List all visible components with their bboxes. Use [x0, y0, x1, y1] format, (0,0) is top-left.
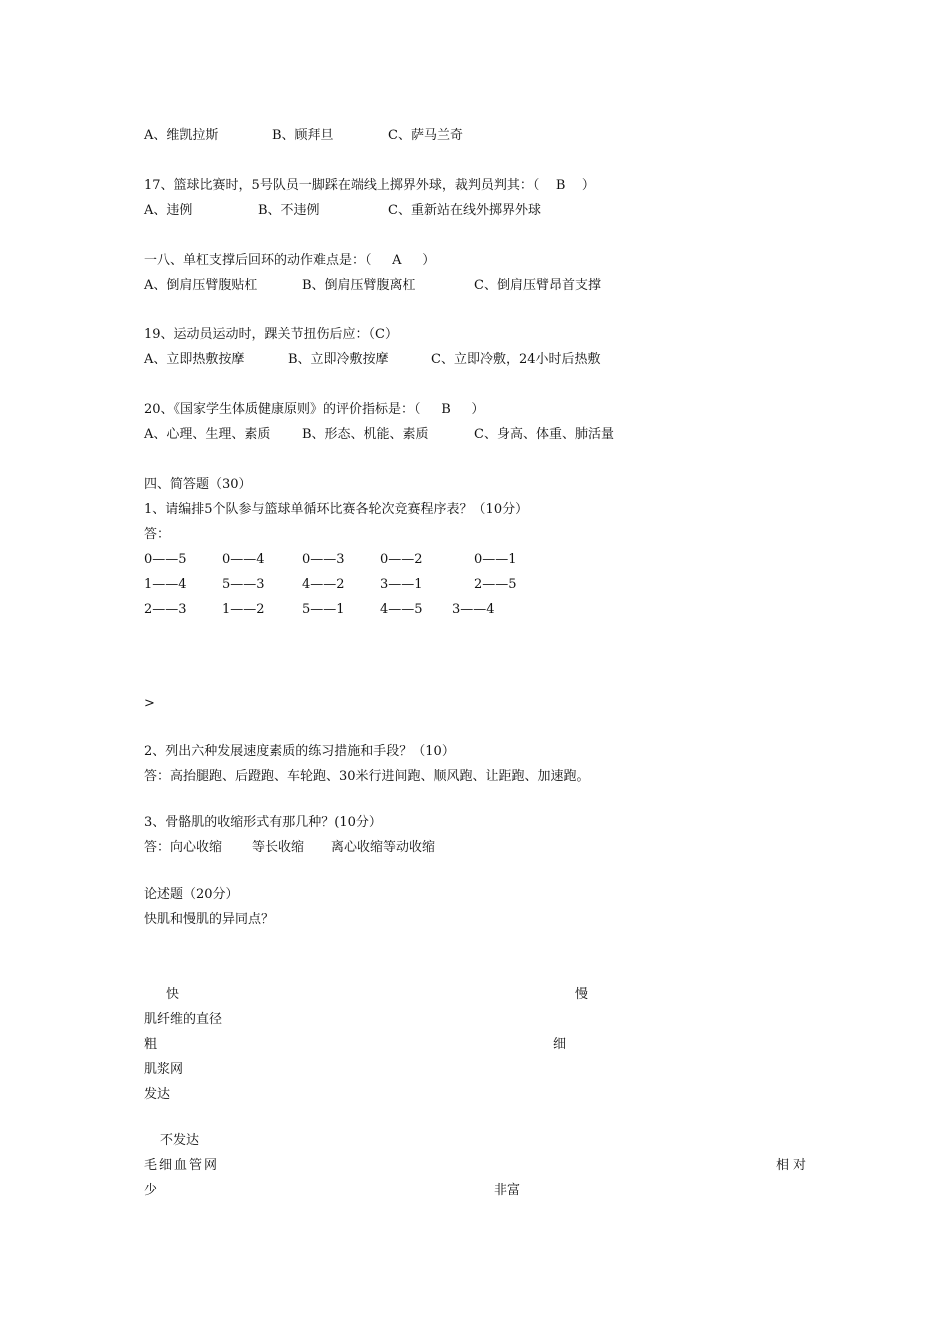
q19-option-b: B、立即冷敷按摩 [288, 352, 389, 367]
sa-q1-answer-label: 答： [144, 527, 171, 542]
q18-stem: 一八、单杠支撑后回环的动作难点是：（ A ） [144, 253, 436, 268]
row-value: 非富 [494, 1183, 521, 1198]
q17-option-a: A、违例 [144, 203, 193, 218]
q16-option-a: A、维凯拉斯 [144, 128, 219, 143]
col-slow: 慢 [575, 987, 589, 1002]
q16-option-b: B、顾拜旦 [272, 128, 334, 143]
q17-stem: 17、篮球比赛时，5号队员一脚踩在端线上掷界外球，裁判员判其：（ B ） [144, 178, 595, 193]
row-value: 细 [553, 1037, 567, 1052]
sa-q1-stem: 1、请编排5个队参与篮球单循环比赛各轮次竞赛程序表？（10分） [144, 502, 529, 517]
section-heading: 四、简答题（30） [144, 477, 252, 492]
q20-stem: 20、《国家学生体质健康原则》的评价指标是：（ B ） [144, 402, 485, 417]
schedule-cell: 5——3 [222, 577, 265, 592]
sa-q3-stem: 3、骨骼肌的收缩形式有那几种？(10分） [144, 815, 382, 830]
sa-q2-stem: 2、列出六种发展速度素质的练习措施和手段？（10） [144, 744, 455, 759]
sa-q2-answer: 答：高抬腿跑、后蹬跑、车轮跑、30米行进间跑、顺风跑、让距跑、加速跑。 [144, 769, 590, 784]
schedule-cell: 0——2 [380, 552, 423, 567]
q17-option-b: B、不违例 [258, 203, 320, 218]
schedule-cell: 0——3 [302, 552, 345, 567]
q19-option-c: C、立即冷敷，24小时后热敷 [431, 352, 601, 367]
schedule-cell: 5——1 [302, 602, 345, 617]
schedule-cell: 2——3 [144, 602, 187, 617]
sa-q3-answer: 答：向心收缩 [144, 840, 223, 855]
sa-q3-answer: 等长收缩 [252, 840, 305, 855]
q19-stem: 19、运动员运动时，踝关节扭伤后应：（C） [144, 327, 398, 342]
schedule-cell: 3——4 [452, 602, 495, 617]
row-value: 相对 [776, 1158, 811, 1173]
col-fast: 快 [166, 987, 180, 1002]
q19-option-a: A、立即热敷按摩 [144, 352, 245, 367]
q20-option-a: A、心理、生理、素质 [144, 427, 271, 442]
q20-option-c: C、身高、体重、肺活量 [474, 427, 614, 442]
schedule-cell: 4——5 [380, 602, 423, 617]
schedule-cell: 4——2 [302, 577, 345, 592]
schedule-cell: 0——5 [144, 552, 187, 567]
stray-mark: > [144, 696, 155, 711]
schedule-cell: 0——1 [474, 552, 517, 567]
schedule-cell: 1——4 [144, 577, 187, 592]
essay-question: 快肌和慢肌的异同点？ [144, 912, 275, 927]
schedule-cell: 3——1 [380, 577, 423, 592]
q18-option-c: C、倒肩压臂昂首支撑 [474, 278, 601, 293]
q18-option-a: A、倒肩压臂腹贴杠 [144, 278, 258, 293]
schedule-cell: 0——4 [222, 552, 265, 567]
essay-heading: 论述题（20分） [144, 887, 239, 902]
row-value: 不发达 [160, 1133, 200, 1148]
sa-q3-answer: 离心收缩等动收缩 [331, 840, 436, 855]
row-label: 肌纤维的直径 [144, 1012, 223, 1027]
row-value: 发达 [144, 1087, 171, 1102]
q16-option-c: C、萨马兰奇 [388, 128, 463, 143]
row-label: 毛细血管网 [144, 1158, 220, 1173]
row-value: 少 [144, 1183, 158, 1198]
q18-option-b: B、倒肩压臂腹离杠 [302, 278, 416, 293]
q20-option-b: B、形态、机能、素质 [302, 427, 429, 442]
row-value: 粗 [144, 1037, 158, 1052]
schedule-cell: 2——5 [474, 577, 517, 592]
schedule-cell: 1——2 [222, 602, 265, 617]
q17-option-c: C、重新站在线外掷界外球 [388, 203, 541, 218]
row-label: 肌浆网 [144, 1062, 184, 1077]
